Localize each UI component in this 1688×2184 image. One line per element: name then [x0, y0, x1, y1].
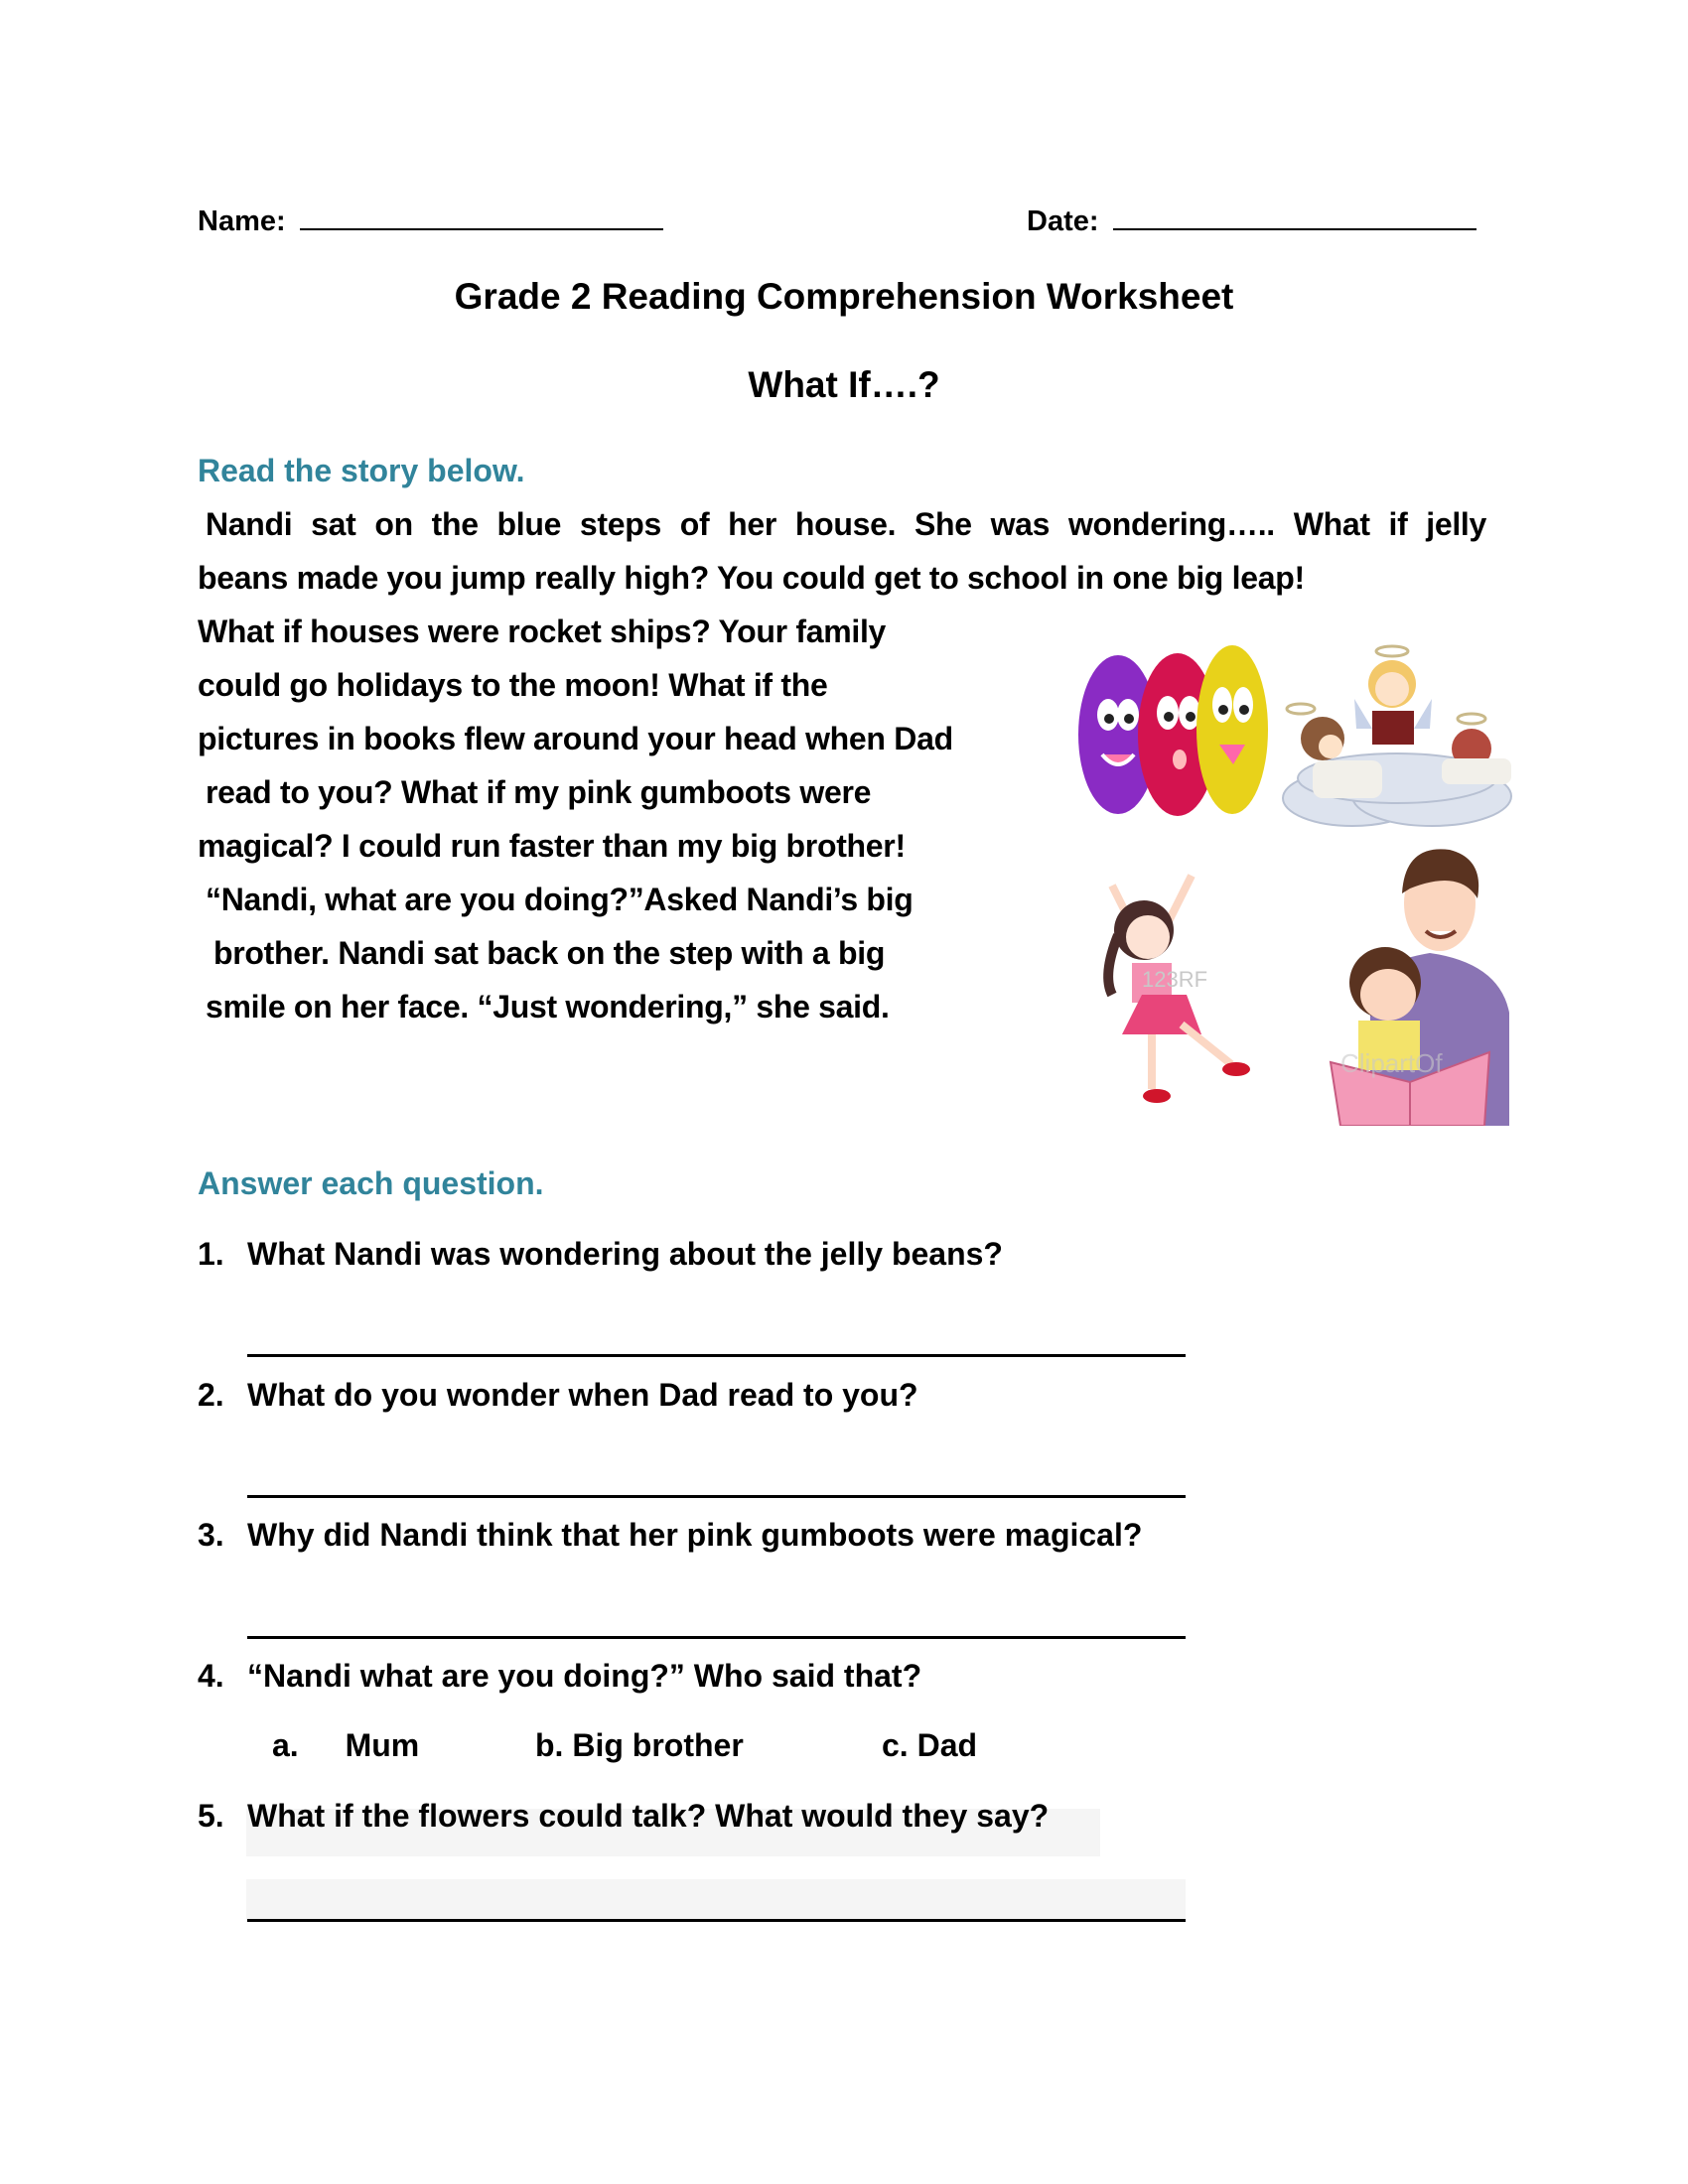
option-letter: a. — [272, 1727, 299, 1763]
answer-line-2[interactable] — [247, 1495, 1186, 1498]
question-text: “Nandi what are you doing?” Who said that? — [247, 1658, 922, 1694]
question-text: What Nandi was wondering about the jelly beans? — [247, 1236, 1003, 1272]
story-line-2: beans made you jump really high? You could get to school in one big leap! — [198, 560, 1305, 596]
answer-line-3[interactable] — [247, 1636, 1186, 1639]
question-text: What if the flowers could talk? What would they say? — [247, 1798, 1050, 1834]
question-4 — [198, 1658, 921, 1695]
story-line-5: pictures in books flew around your head when Dad — [198, 721, 953, 756]
story-line-4: could go holidays to the moon! What if the — [198, 667, 828, 703]
dad-reading-illustration — [1311, 844, 1519, 1126]
watermark-clipartof: ClipartOf — [1340, 1048, 1443, 1078]
date-field — [1027, 203, 1477, 238]
option-a[interactable] — [272, 1727, 419, 1764]
worksheet-title: Grade 2 Reading Comprehension Worksheet — [454, 276, 1234, 317]
story-line-9: brother. Nandi sat back on the step with a big — [213, 935, 886, 971]
story-line-3: What if houses were rocket ships? Your family — [198, 614, 887, 649]
story-line-7: magical? I could run faster than my big brother! — [198, 828, 906, 864]
date-label: Date: — [1027, 205, 1099, 237]
question-number: 1. — [198, 1236, 224, 1272]
question-number: 2. — [198, 1377, 224, 1413]
angel-right-icon — [1442, 714, 1511, 784]
story-title: What If….? — [748, 364, 940, 405]
questions-instruction: Answer each question. — [198, 1165, 544, 1201]
name-blank-line[interactable] — [300, 203, 663, 230]
dancing-girl-illustration — [1072, 866, 1271, 1124]
option-letter: b. — [535, 1727, 564, 1763]
question-number: 4. — [198, 1658, 224, 1694]
story-instruction: Read the story below. — [198, 453, 525, 488]
answer-line-5[interactable] — [247, 1919, 1186, 1922]
question-1 — [198, 1236, 1003, 1273]
option-label: Mum — [345, 1727, 420, 1763]
option-letter: c. — [882, 1727, 909, 1763]
option-label: Dad — [916, 1727, 978, 1763]
name-label: Name: — [198, 205, 286, 237]
question-5 — [198, 1798, 1049, 1835]
story-line-10: smile on her face. “Just wondering,” she said. — [206, 989, 890, 1024]
question-text: What do you wonder when Dad read to you? — [247, 1377, 918, 1413]
story-line-8: “Nandi, what are you doing?”Asked Nandi’s big — [206, 882, 914, 917]
date-blank-line[interactable] — [1113, 203, 1477, 230]
story-line-6: read to you? What if my pink gumboots were — [206, 774, 872, 810]
question-number: 3. — [198, 1517, 224, 1553]
answer-line-1[interactable] — [247, 1354, 1186, 1357]
question-number: 5. — [198, 1798, 224, 1834]
option-c[interactable] — [882, 1727, 977, 1764]
angel-center-icon — [1354, 646, 1432, 745]
question-3 — [198, 1517, 1142, 1554]
watermark-123rf: 123RF — [1142, 967, 1208, 992]
answer-5-highlight — [246, 1879, 1186, 1921]
option-b[interactable] — [535, 1727, 744, 1764]
name-field — [198, 203, 663, 238]
story-line-1: Nandi sat on the blue steps of her house. She was wondering….. What if jelly — [206, 506, 1486, 542]
question-2 — [198, 1377, 918, 1414]
yellow-jelly-bean-icon — [1196, 645, 1268, 814]
question-text: Why did Nandi think that her pink gumboots were magical? — [247, 1517, 1143, 1553]
angels-reading-illustration — [1273, 629, 1523, 830]
option-label: Big brother — [572, 1727, 744, 1763]
jelly-beans-illustration — [1058, 635, 1269, 830]
